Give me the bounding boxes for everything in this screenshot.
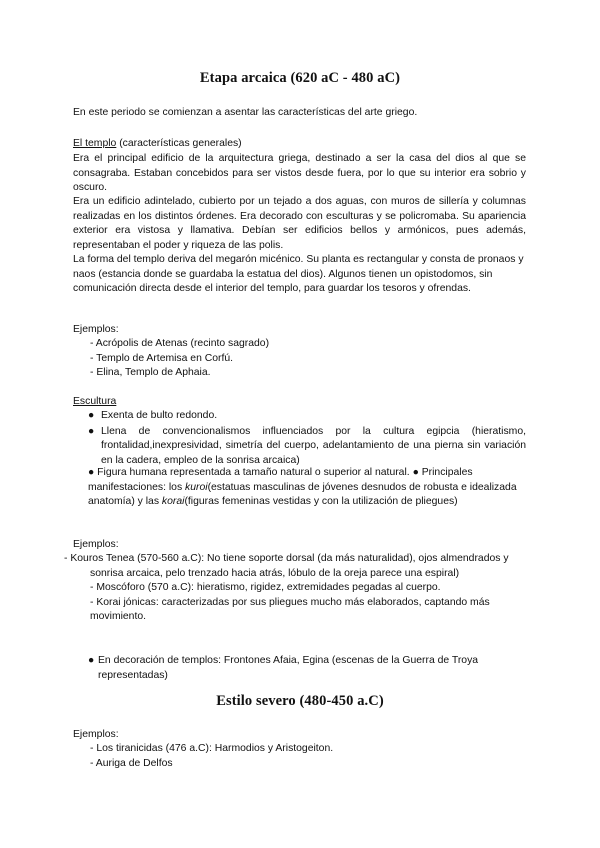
sculpture-bullets [88, 409, 526, 468]
temple-heading [73, 137, 526, 152]
bullet-icon: ● [88, 655, 95, 666]
temple-decoration-bullet [88, 654, 526, 683]
bullet-icon: ● [88, 410, 95, 421]
bullet-item: ● Exenta de bulto redondo. [88, 409, 526, 424]
temple-heading-rest: (características generales) [116, 138, 242, 149]
temple-examples-list [90, 337, 526, 381]
section-title-archaic: Etapa arcaica (620 aC - 480 aC) [199, 70, 401, 86]
temple-heading-underlined: El templo [73, 138, 117, 149]
korai-term: korai [161, 496, 185, 508]
bullet-icon: ● [412, 467, 419, 478]
list-item: - Templo de Artemisa en Corfú. [90, 352, 234, 364]
sculpture-heading: Escultura [73, 396, 117, 407]
intro-paragraph: En este periodo se comienzan a asentar las características del arte griego. [73, 107, 418, 118]
bullet-item: ● Llena de convencionalismos influenciados por la cultura egipcia (hieratismo, frontalidad,inexpresividad, simetría del cuerpo, adelantamiento de una pierna sin variación en la cadera, empleo de la sonrisa arcaica) [88, 425, 526, 466]
list-item: - Auriga de Delfos [90, 757, 173, 769]
temple-paragraph-3: La forma del templo deriva del megarón micénico. Su planta es rectangular y consta de pronaos y naos (estancia donde se guardaba la estatua del dios). Algunos tienen un opistodomos, sin comunicación directa desde el interior del templo, para guardar los tesoros y ofrendas. [73, 254, 524, 295]
sculpture-examples-label: Ejemplos: [73, 539, 119, 550]
bullet-icon: ● [88, 467, 95, 478]
sculpture-examples-list [64, 552, 526, 625]
kuroi-term: kuroi [185, 481, 208, 493]
temple-paragraph-2: Era un edificio adintelado, cubierto por un tejado a dos aguas, con muros de sillería y columnas realizadas en los distintos órdenes. Era decorado con esculturas y se policromaba. Su apariencia exterior era vistosa y llamativa. Debían ser edificios bellos y armónicos, pues además, representaban el poder y riqueza de las polis. [73, 196, 526, 251]
list-item: - Acrópolis de Atenas (recinto sagrado) [90, 338, 270, 349]
list-item: - Kouros Tenea (570-560 a.C): No tiene soporte dorsal (da más naturalidad), ojos almendrados y sonrisa arcaica, pelo trenzado hacia atrás, lóbulo de la oreja parece una espiral) [64, 553, 509, 579]
list-item: - Korai jónicas: caracterizadas por sus pliegues mucho más elaborados, captando más movimiento. [90, 596, 490, 623]
bullet-icon: ● [88, 425, 95, 437]
sculpture-figure-paragraph: ● Figura humana representada a tamaño natural o superior al natural. ● Principales manifestaciones: los kuroi(estatuas masculinas de jóvenes desnudos de robusta e idealizada anatomía) y las korai(figuras femeninas vestidas y con la utilización de pliegues) [88, 467, 517, 508]
temple-paragraph-1: Era el principal edificio de la arquitectura griega, destinado a ser la casa del dios al que se consagraba. Estaban concebidos para ser vistos desde fuera, por lo que su interior era sobrio y oscuro. [73, 153, 526, 194]
temple-examples-label: Ejemplos: [73, 324, 119, 335]
bullet-item: ● En decoración de templos: Frontones Afaia, Egina (escenas de la Guerra de Troya representadas) [88, 655, 479, 681]
severe-examples-label: Ejemplos: [73, 729, 119, 740]
list-item: - Los tiranicidas (476 a.C): Harmodios y Aristogeiton. [90, 743, 334, 754]
list-item: - Moscóforo (570 a.C): hieratismo, rigidez, extremidades pegadas al cuerpo. [90, 582, 441, 594]
severe-examples-list [90, 742, 526, 771]
list-item: - Elina, Templo de Aphaia. [90, 367, 211, 379]
section-title-severe: Estilo severo (480-450 a.C) [216, 693, 384, 709]
